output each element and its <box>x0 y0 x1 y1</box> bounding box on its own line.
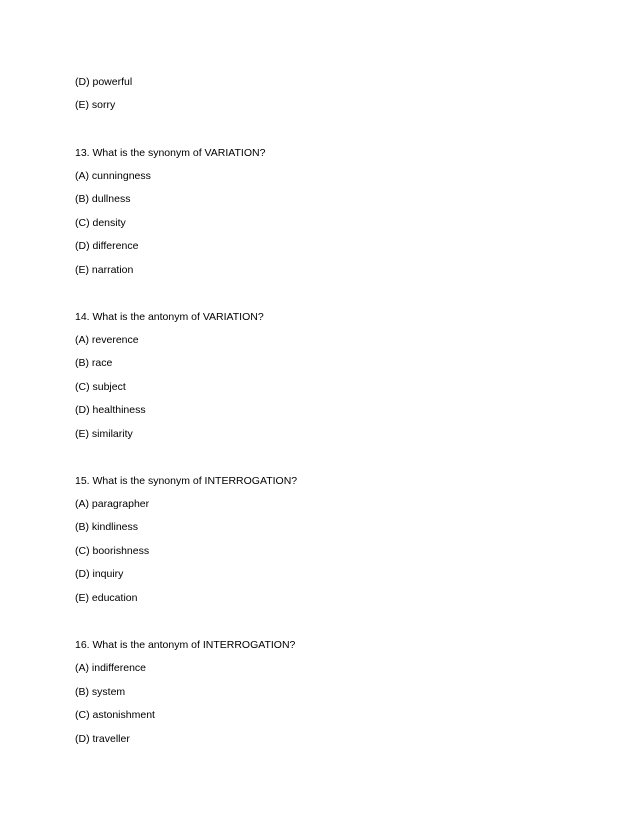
option-line: (C) boorishness <box>75 545 150 557</box>
option-line: (E) education <box>75 592 138 604</box>
option-line: (D) powerful <box>75 76 133 88</box>
option-line: (A) reverence <box>75 334 139 346</box>
question-text: 13. What is the synonym of VARIATION? <box>75 147 266 159</box>
option-line: (B) system <box>75 686 126 698</box>
option-line: (D) traveller <box>75 733 130 745</box>
option-line: (A) cunningness <box>75 170 151 182</box>
option-line: (E) sorry <box>75 99 116 111</box>
option-line: (C) density <box>75 217 126 229</box>
option-line: (D) difference <box>75 240 139 252</box>
question-text: 16. What is the antonym of INTERROGATION? <box>75 639 296 651</box>
option-line: (B) dullness <box>75 193 131 205</box>
option-line: (B) race <box>75 357 113 369</box>
question-text: 14. What is the antonym of VARIATION? <box>75 311 264 323</box>
question-text: 15. What is the synonym of INTERROGATION? <box>75 475 298 487</box>
option-line: (C) astonishment <box>75 709 155 721</box>
option-line: (D) inquiry <box>75 568 124 580</box>
option-line: (A) indifference <box>75 662 147 674</box>
option-line: (E) similarity <box>75 428 133 440</box>
option-line: (D) healthiness <box>75 404 146 416</box>
option-line: (C) subject <box>75 381 126 393</box>
option-line: (E) narration <box>75 264 134 276</box>
option-line: (B) kindliness <box>75 521 139 533</box>
option-line: (A) paragrapher <box>75 498 150 510</box>
